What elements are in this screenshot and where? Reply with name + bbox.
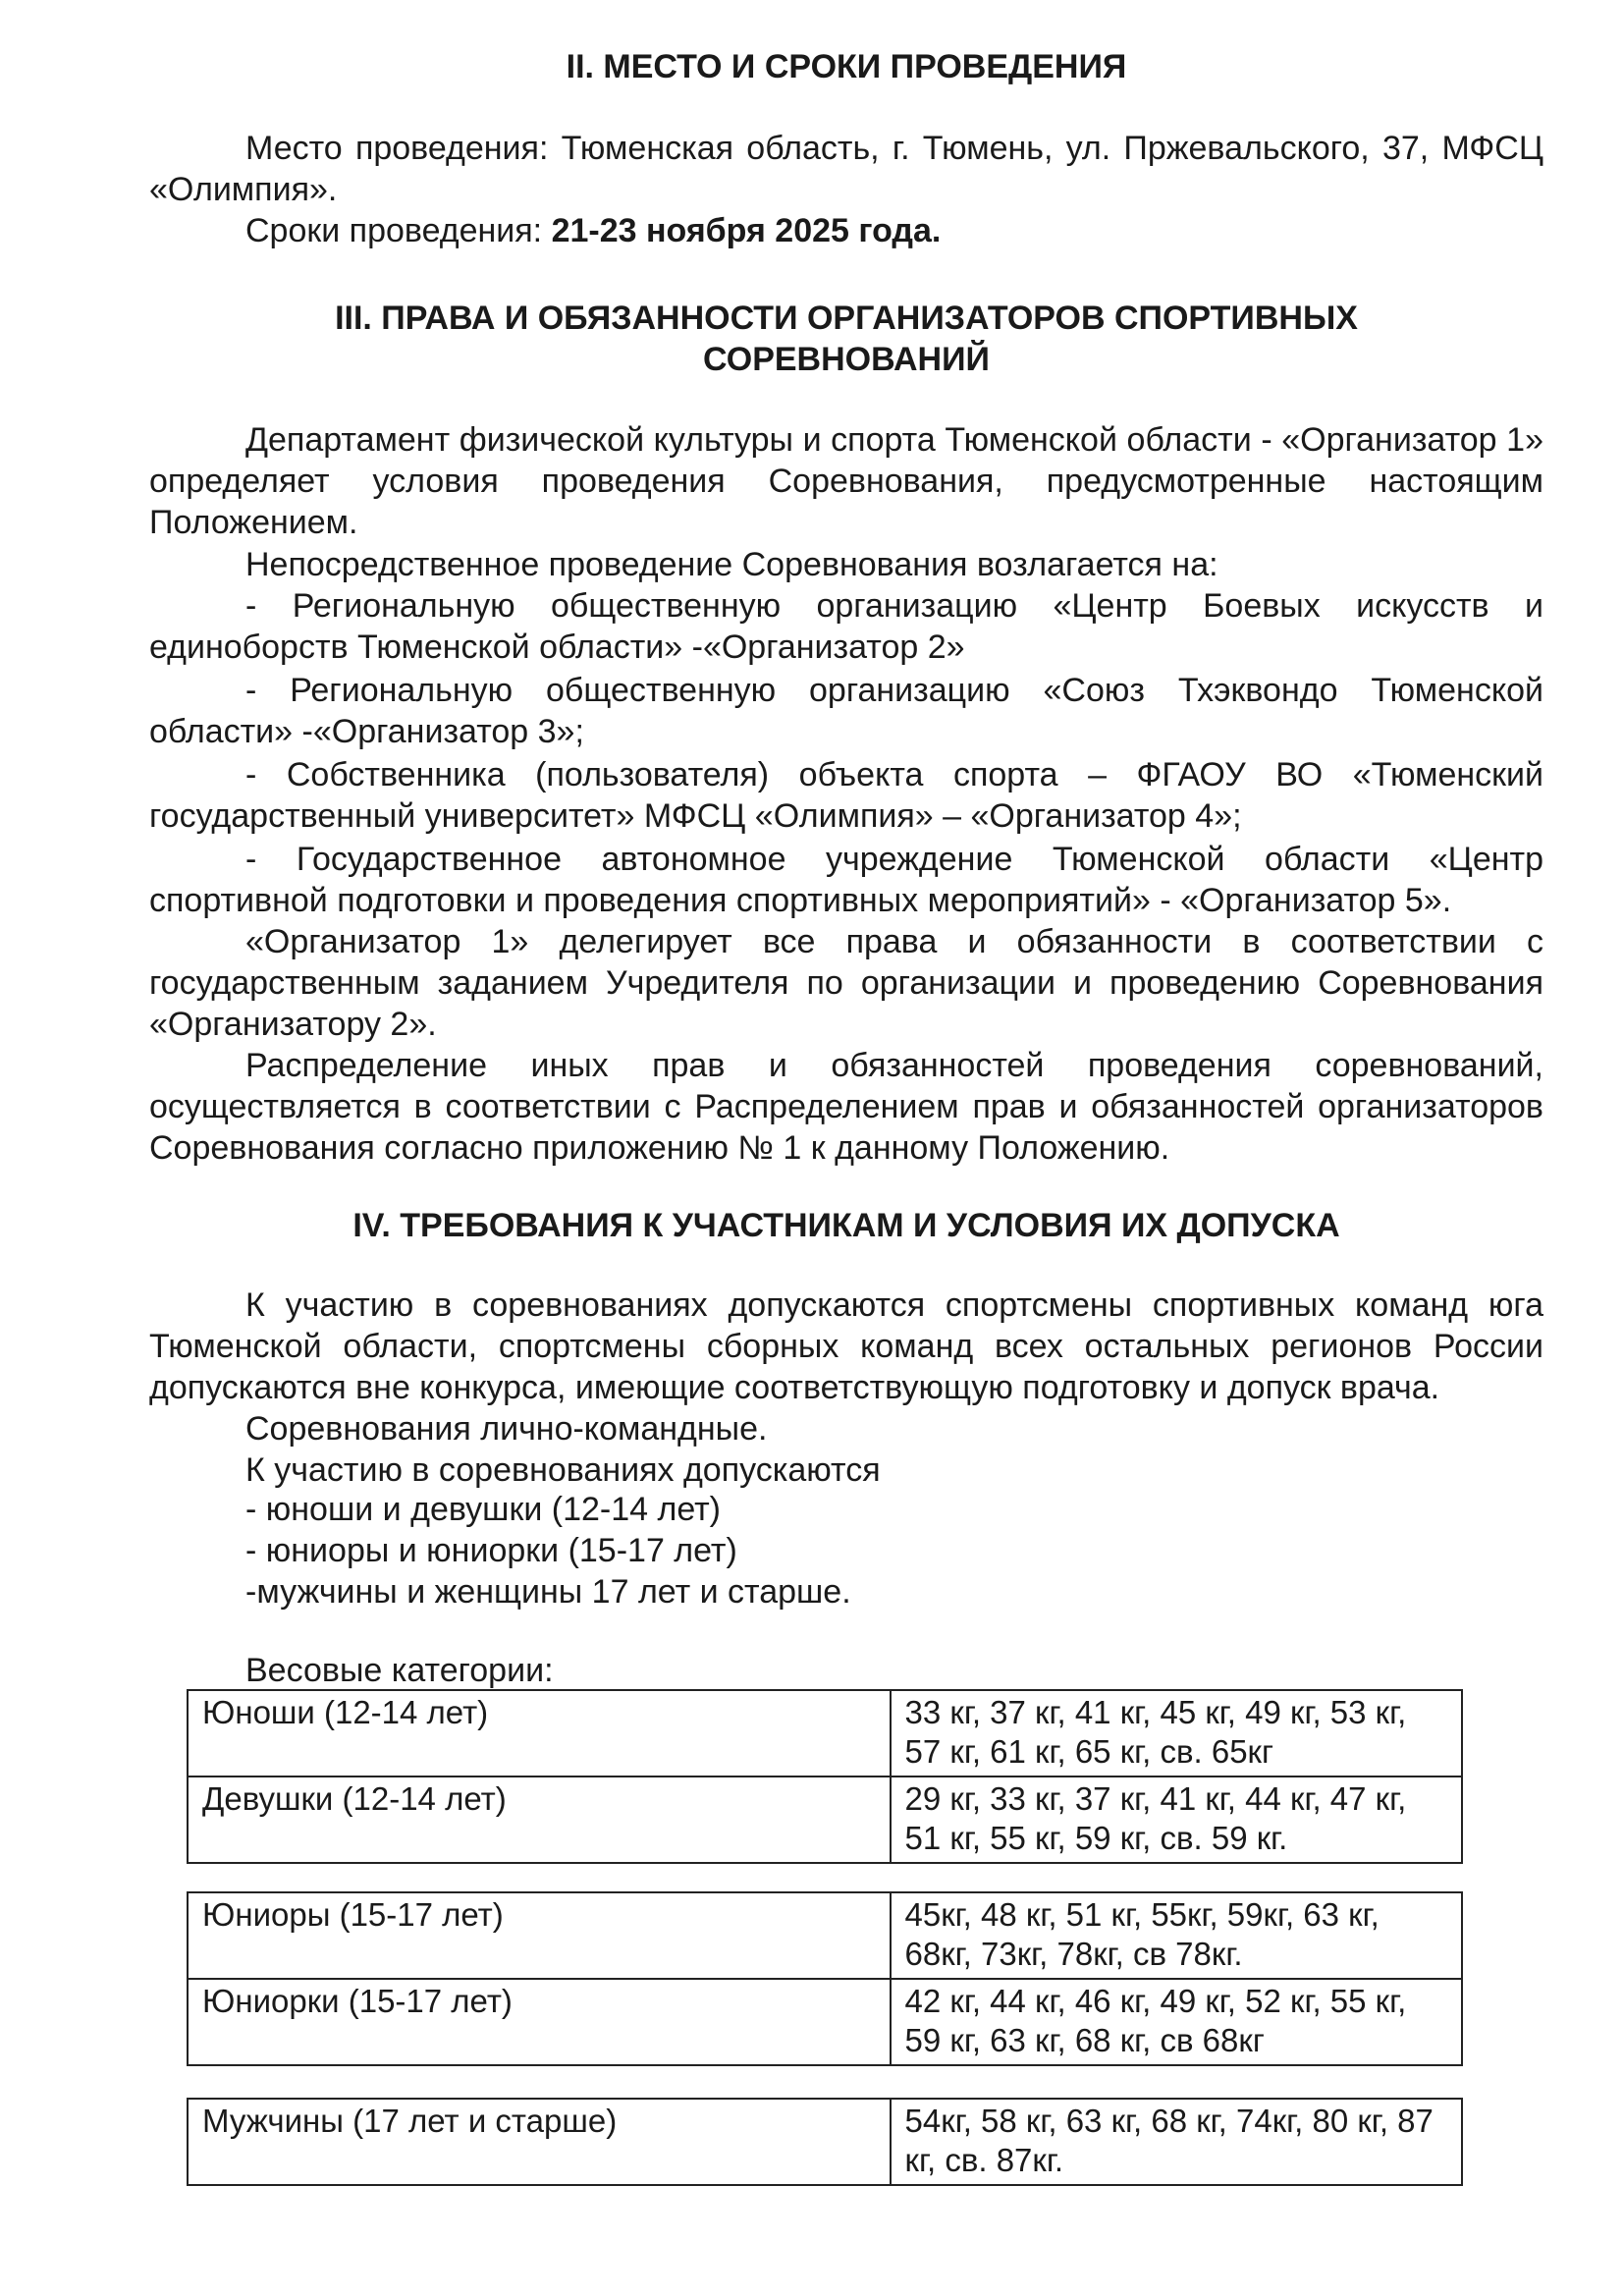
category-cell: Юниоры (15-17 лет)	[188, 1892, 891, 1979]
organizer-4-paragraph: - Собственника (пользователя) объекта спорта – ФГАОУ ВО «Тюменский государственный университет» МФСЦ «Олимпия» – «Организатор 4»;	[149, 756, 1543, 835]
table-row	[188, 1690, 1462, 1777]
organizer-2-paragraph: - Региональную общественную организацию «Центр Боевых искусств и единоборств Тюменской области» -«Организатор 2»	[149, 587, 1543, 666]
section-4-heading: IV. ТРЕБОВАНИЯ К УЧАСТНИКАМ И УСЛОВИЯ ИХ ДОПУСКА	[352, 1207, 1340, 1244]
weights-cell: 54кг, 58 кг, 63 кг, 68 кг, 74кг, 80 кг, 87 кг, св. 87кг.	[891, 2099, 1462, 2185]
table-row	[188, 1777, 1462, 1863]
age-group-2: - юниоры и юниорки (15-17 лет)	[245, 1532, 737, 1569]
weights-cell: 42 кг, 44 кг, 46 кг, 49 кг, 52 кг, 55 кг, 59 кг, 63 кг, 68 кг, св 68кг	[891, 1979, 1462, 2065]
organizer-3-paragraph: - Региональную общественную организацию «Союз Тхэквондо Тюменской области» -«Организатор 3»;	[149, 672, 1543, 750]
category-cell: Девушки (12-14 лет)	[188, 1777, 891, 1863]
weights-cell: 33 кг, 37 кг, 41 кг, 45 кг, 49 кг, 53 кг, 57 кг, 61 кг, 65 кг, св. 65кг	[891, 1690, 1462, 1777]
venue-text: Место проведения: Тюменская область, г. Тюмень, ул. Пржевальского, 37, МФСЦ «Олимпия».	[149, 130, 1543, 208]
age-group-1: - юноши и девушки (12-14 лет)	[245, 1491, 722, 1528]
category-cell: Юниорки (15-17 лет)	[188, 1979, 891, 2065]
dates-value: 21-23 ноября 2025 года.	[551, 212, 942, 249]
category-cell: Юноши (12-14 лет)	[188, 1690, 891, 1777]
venue-paragraph	[149, 128, 1543, 210]
section-3-heading-line-1: III. ПРАВА И ОБЯЗАННОСТИ ОРГАНИЗАТОРОВ СПОРТИВНЫХ	[335, 300, 1358, 337]
admission-paragraph: К участию в соревнованиях допускаются спортсмены спортивных команд юга Тюменской области, спортсмены сборных команд всех остальных регионов России допускаются вне конкурса, имеющие соответствующую подготовку и допуск врача.	[149, 1286, 1543, 1406]
section-2-heading: II. МЕСТО И СРОКИ ПРОВЕДЕНИЯ	[566, 48, 1127, 85]
delegation-paragraph: «Организатор 1» делегирует все права и обязанности в соответствии с государственным заданием Учредителя по организации и проведению Соревнования «Организатору 2».	[149, 923, 1543, 1043]
weight-table-17-plus	[187, 2098, 1463, 2186]
organizer-5-paragraph: - Государственное автономное учреждение Тюменской области «Центр спортивной подготовки и проведения спортивных мероприятий» - «Организатор 5».	[149, 841, 1543, 919]
weight-categories-label: Весовые категории:	[245, 1652, 554, 1689]
category-cell: Мужчины (17 лет и старше)	[188, 2099, 891, 2185]
organizer-1-paragraph: Департамент физической культуры и спорта Тюменской области - «Организатор 1» определяет условия проведения Соревнования, предусмотренные настоящим Положением.	[149, 421, 1543, 541]
weights-cell: 45кг, 48 кг, 51 кг, 55кг, 59кг, 63 кг, 68кг, 73кг, 78кг, св 78кг.	[891, 1892, 1462, 1979]
weights-cell: 29 кг, 33 кг, 37 кг, 41 кг, 44 кг, 47 кг, 51 кг, 55 кг, 59 кг, св. 59 кг.	[891, 1777, 1462, 1863]
distribution-paragraph: Распределение иных прав и обязанностей проведения соревнований, осуществляется в соответствии с Распределением прав и обязанностей организаторов Соревнования согласно приложению № 1 к данному Положению.	[149, 1047, 1543, 1167]
weight-table-12-14	[187, 1689, 1463, 1864]
dates-paragraph	[149, 210, 1543, 251]
dates-label: Сроки проведения:	[245, 212, 552, 249]
table-row	[188, 1979, 1462, 2065]
section-3-heading-line-2: СОРЕВНОВАНИЙ	[703, 341, 990, 378]
weight-table-15-17	[187, 1891, 1463, 2066]
table-row	[188, 2099, 1462, 2185]
age-group-3: -мужчины и женщины 17 лет и старше.	[245, 1573, 851, 1611]
admitted-intro-text: К участию в соревнованиях допускаются	[245, 1451, 881, 1489]
competition-type-text: Соревнования лично-командные.	[245, 1410, 768, 1448]
conduct-paragraph: Непосредственное проведение Соревнования возлагается на:	[245, 546, 1218, 583]
table-row	[188, 1892, 1462, 1979]
